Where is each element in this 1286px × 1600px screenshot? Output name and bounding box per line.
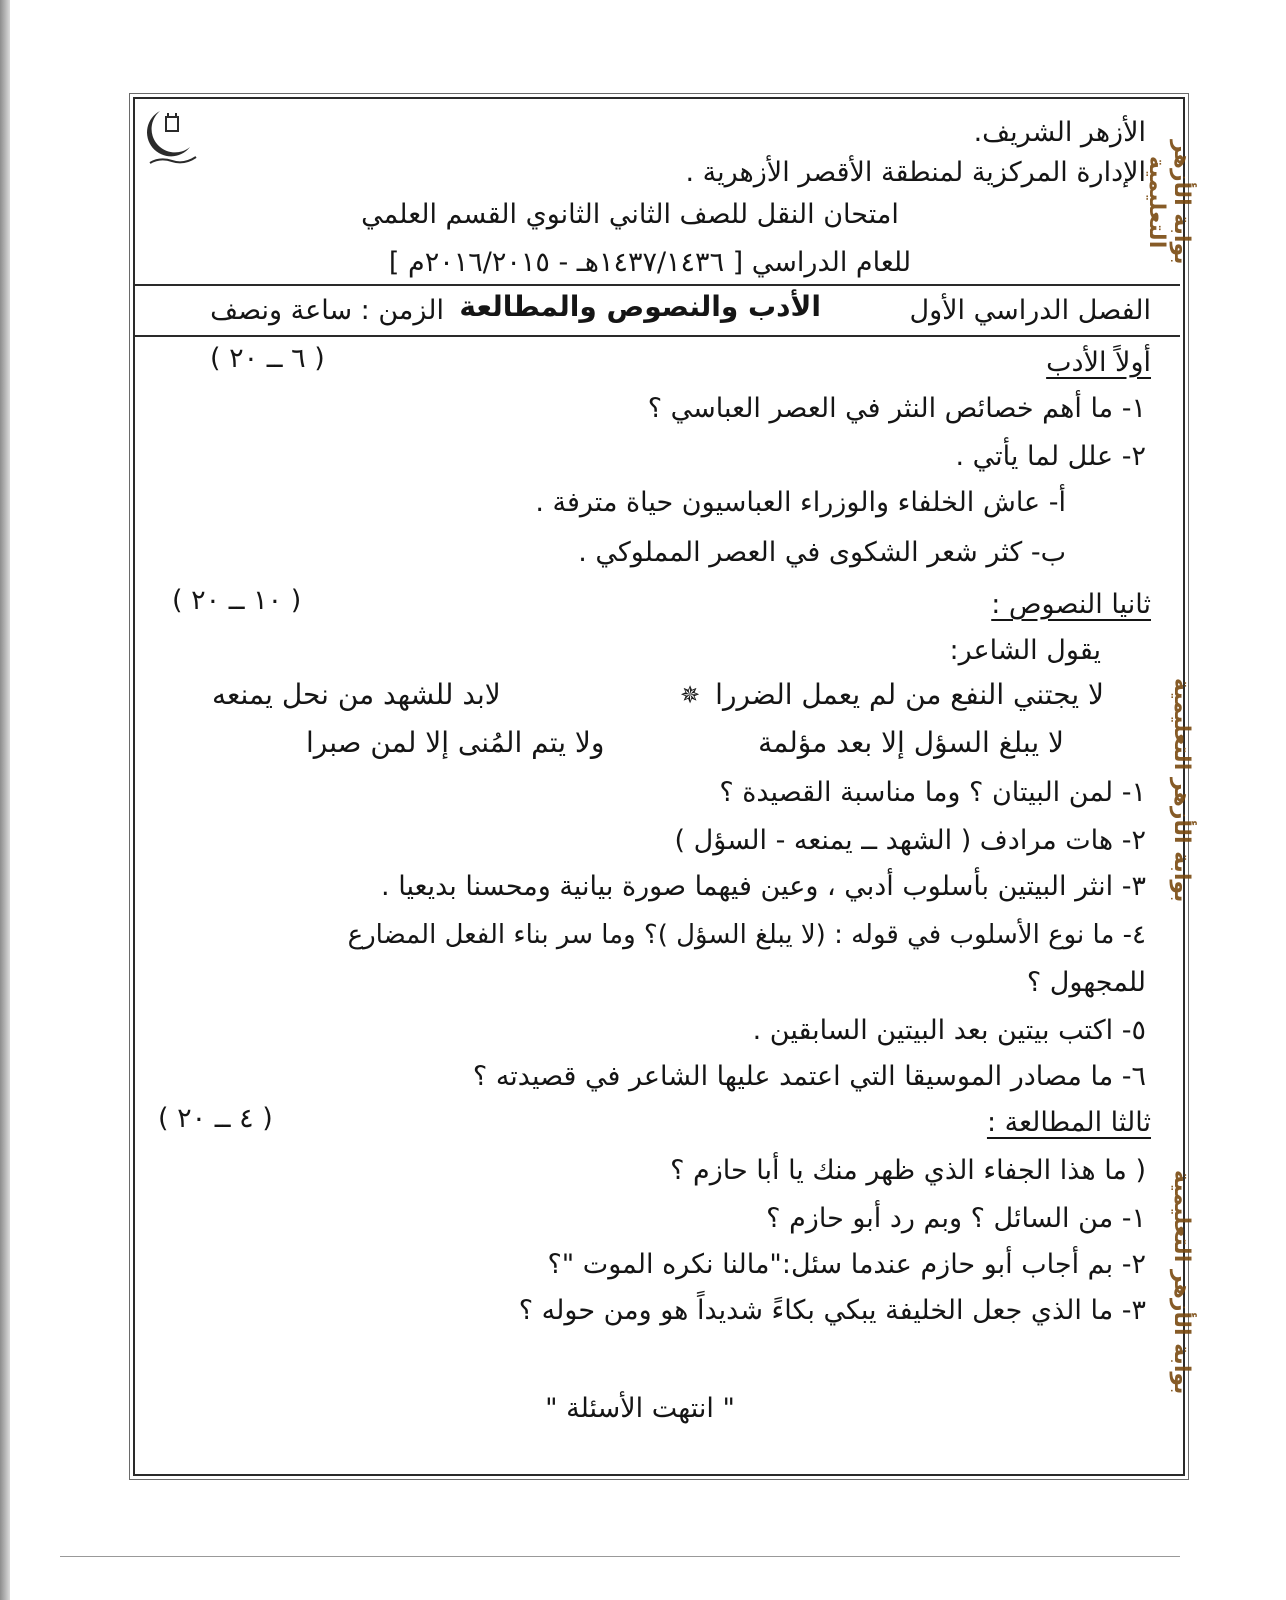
literature-q2a: أ- عاش الخلفاء والوزراء العباسيون حياة مترفة .: [535, 487, 1066, 518]
header-line-administration: الإدارة المركزية لمنطقة الأقصر الأزهرية .: [685, 157, 1146, 188]
literature-q1: ١- ما أهم خصائص النثر في العصر العباسي ؟: [647, 393, 1146, 424]
verse2-second-hemistich: ولا يتم المُنى إلا لمن صبرا: [306, 726, 605, 759]
watermark-logo-middle: بوابة الأزهر التعليمية: [1169, 677, 1194, 903]
poem-intro: يقول الشاعر:: [949, 635, 1101, 666]
exam-title: امتحان النقل للصف الثاني الثانوي القسم العلمي: [361, 199, 899, 230]
time-label: الزمن : ساعة ونصف: [210, 295, 444, 326]
literature-q2: ٢- علل لما يأتي .: [955, 441, 1146, 472]
term-label: الفصل الدراسي الأول: [909, 295, 1151, 326]
subject-label: الأدب والنصوص والمطالعة: [459, 290, 821, 323]
academic-year: للعام الدراسي [ ١٤٣٧/١٤٣٦هـ - ٢٠١٦/٢٠١٥م ]: [388, 247, 912, 278]
watermark-logo-bottom: بوابة الأزهر التعليمية: [1169, 1170, 1194, 1395]
section-literature-marks: ( ٦ ــ ٢٠ ): [210, 343, 325, 374]
reading-q3: ٣- ما الذي جعل الخليفة يبكي بكاءً شديداً هو ومن حوله ؟: [518, 1295, 1146, 1326]
section-literature-title: أولاً الأدب: [1046, 347, 1151, 378]
header-line-azhar: الأزهر الشريف.: [973, 117, 1146, 148]
section-reading-marks: ( ٤ ــ ٢٠ ): [158, 1103, 273, 1134]
reading-q1: ١- من السائل ؟ وبم رد أبو حازم ؟: [766, 1203, 1146, 1234]
texts-q2: ٢- هات مرادف ( الشهد ــ يمنعه - السؤل ): [674, 825, 1146, 856]
texts-q5: ٥- اكتب بيتين بعد البيتين السابقين .: [752, 1015, 1146, 1046]
texts-q4-line2: للمجهول ؟: [1026, 967, 1146, 998]
texts-q3: ٣- انثر البيتين بأسلوب أدبي ، وعين فيهما صورة بيانية ومحسنا بديعيا .: [381, 871, 1146, 902]
end-of-questions: " انتهت الأسئلة ": [545, 1393, 735, 1424]
verse-separator-star-icon: ✵: [680, 681, 701, 709]
reading-q2: ٢- بم أجاب أبو حازم عندما سئل:"مالنا نكره الموت "؟: [547, 1249, 1146, 1280]
bottom-rule: [60, 1556, 1180, 1557]
reading-quote: ( ما هذا الجفاء الذي ظهر منك يا أبا حازم ؟: [670, 1155, 1146, 1186]
section-reading-title: ثالثا المطالعة :: [986, 1107, 1151, 1138]
texts-q1: ١- لمن البيتان ؟ وما مناسبة القصيدة ؟: [719, 777, 1146, 808]
literature-q2b: ب- كثر شعر الشكوى في العصر المملوكي .: [578, 537, 1066, 568]
verse2-first-hemistich: لا يبلغ السؤل إلا بعد مؤلمة: [758, 726, 1064, 759]
watermark-logo-top: بوابة الأزهر التعليمية: [1144, 140, 1194, 265]
info-divider: [135, 335, 1180, 337]
header-divider: [135, 284, 1180, 286]
section-texts-title: ثانيا النصوص :: [991, 589, 1151, 620]
verse1-second-hemistich: لابد للشهد من نحل يمنعه: [212, 678, 501, 711]
azhar-seal-logo: [142, 103, 202, 173]
texts-q4-line1: ٤- ما نوع الأسلوب في قوله : (لا يبلغ السؤل )؟ وما سر بناء الفعل المضارع: [347, 920, 1146, 950]
texts-q6: ٦- ما مصادر الموسيقا التي اعتمد عليها الشاعر في قصيدته ؟: [472, 1061, 1146, 1092]
scan-edge: [0, 0, 10, 1600]
section-texts-marks: ( ١٠ ــ ٢٠ ): [172, 585, 302, 616]
verse1-first-hemistich: لا يجتني النفع من لم يعمل الضررا: [715, 678, 1104, 711]
